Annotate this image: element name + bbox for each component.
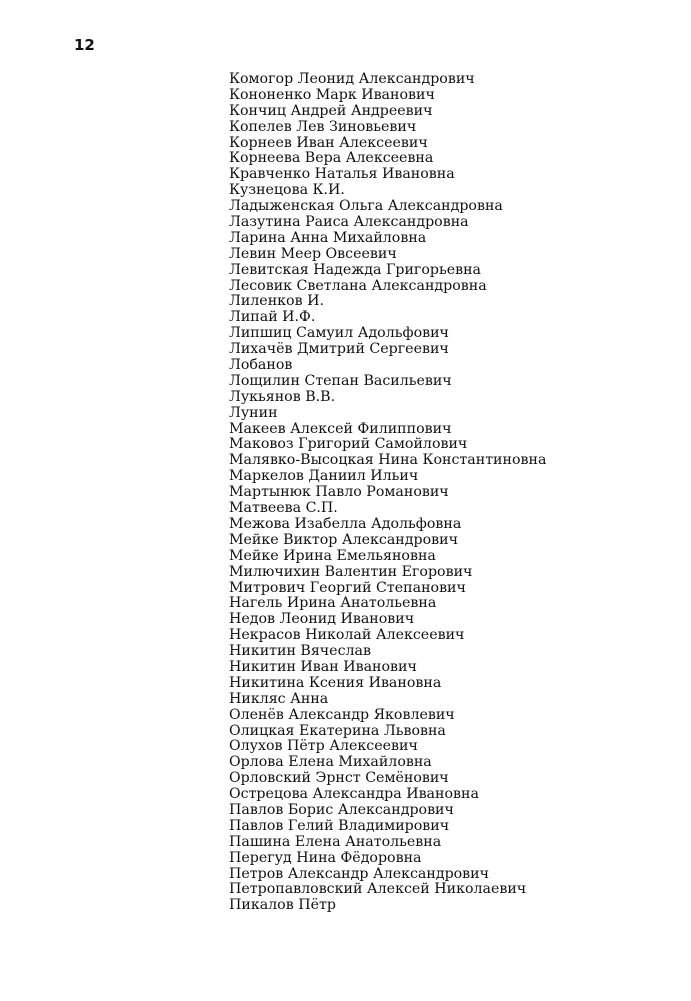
name-entry: Никляс Анна xyxy=(229,690,329,707)
name-entry: Кончиц Андрей Андреевич xyxy=(229,102,433,119)
name-entry: Недов Леонид Иванович xyxy=(229,611,415,628)
name-entry: Кузнецова К.И. xyxy=(229,182,345,199)
name-entry: Ларина Анна Михайловна xyxy=(229,229,427,246)
name-entry: Левитская Надежда Григорьевна xyxy=(229,261,481,278)
name-entry: Корнеев Иван Алексеевич xyxy=(229,134,428,151)
name-entry: Митрович Георгий Степанович xyxy=(229,579,466,596)
name-entry: Липай И.Ф. xyxy=(229,309,316,326)
name-entry: Павлов Гелий Владимирович xyxy=(229,817,450,834)
name-entry: Орлова Елена Михайловна xyxy=(229,754,432,771)
name-entry: Милючихин Валентин Егорович xyxy=(229,563,473,580)
name-entry: Острецова Александра Ивановна xyxy=(229,786,479,803)
name-entry: Матвеева С.П. xyxy=(229,500,338,517)
name-entry: Лобанов xyxy=(229,357,293,374)
name-entry: Лощилин Степан Васильевич xyxy=(229,372,452,389)
name-entry: Копелев Лев Зиновьевич xyxy=(229,118,417,135)
name-entry: Лунин xyxy=(229,404,278,421)
name-entry: Малявко-Высоцкая Нина Константиновна xyxy=(229,452,547,469)
name-entry: Мейке Ирина Емельяновна xyxy=(229,547,436,564)
name-entry: Никитин Иван Иванович xyxy=(229,658,417,675)
name-entry: Орловский Эрнст Семёнович xyxy=(229,770,449,787)
name-entry: Лукьянов В.В. xyxy=(229,388,336,405)
name-entry: Перегуд Нина Фёдоровна xyxy=(229,849,422,866)
name-entry: Некрасов Николай Алексеевич xyxy=(229,627,465,644)
name-entry: Лиленков И. xyxy=(229,293,324,310)
name-entry: Петропавловский Алексей Николаевич xyxy=(229,881,527,898)
name-entry: Никитина Ксения Ивановна xyxy=(229,674,442,691)
name-entry: Лазутина Раиса Александровна xyxy=(229,214,469,231)
name-entry: Оленёв Александр Яковлевич xyxy=(229,706,455,723)
name-entry: Кравченко Наталья Ивановна xyxy=(229,166,455,183)
name-entry: Мейке Виктор Александрович xyxy=(229,531,458,548)
name-entry: Маковоз Григорий Самойлович xyxy=(229,436,468,453)
page-number: 12 xyxy=(74,36,95,54)
name-entry: Макеев Алексей Филиппович xyxy=(229,420,452,437)
name-entry: Лесовик Светлана Александровна xyxy=(229,277,487,294)
name-entry: Кононенко Марк Иванович xyxy=(229,86,435,103)
name-entry: Олухов Пётр Алексеевич xyxy=(229,738,418,755)
name-entry: Лихачёв Дмитрий Сергеевич xyxy=(229,341,449,358)
names-list xyxy=(229,72,546,914)
name-entry: Никитин Вячеслав xyxy=(229,643,371,660)
name-entry: Пашина Елена Анатольевна xyxy=(229,833,442,850)
name-entry: Корнеева Вера Алексеевна xyxy=(229,150,434,167)
name-entry: Межова Изабелла Адольфовна xyxy=(229,515,462,532)
name-entry: Левин Меер Овсеевич xyxy=(229,245,397,262)
name-entry: Петров Александр Александрович xyxy=(229,865,490,882)
name-entry: Комогор Леонид Александрович xyxy=(229,71,475,87)
name-entry: Пикалов Пётр xyxy=(229,897,336,914)
name-entry: Олицкая Екатерина Львовна xyxy=(229,722,446,739)
name-entry: Маркелов Даниил Ильич xyxy=(229,468,419,485)
name-entry: Нагель Ирина Анатольевна xyxy=(229,595,437,612)
name-entry: Ладыженская Ольга Александровна xyxy=(229,198,503,215)
name-entry: Мартынюк Павло Романович xyxy=(229,484,449,501)
name-entry: Липшиц Самуил Адольфович xyxy=(229,325,449,342)
name-entry: Павлов Борис Александрович xyxy=(229,801,454,818)
